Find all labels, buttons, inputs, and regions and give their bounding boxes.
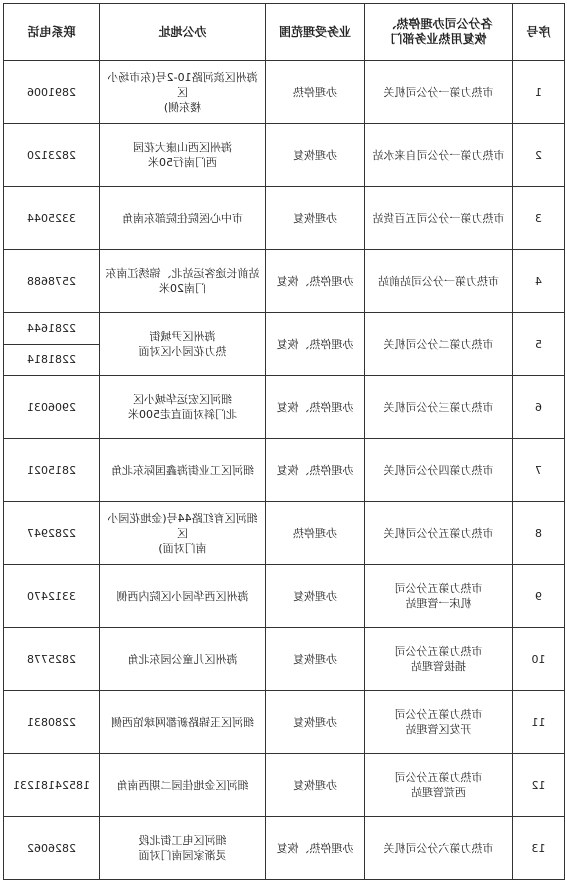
row-scope: 办理恢复 bbox=[266, 691, 365, 754]
table-row bbox=[4, 565, 565, 628]
row-address: 海州区儿童公园东北角 bbox=[100, 628, 266, 691]
row-scope: 办理停热、恢复 bbox=[266, 376, 365, 439]
table-row bbox=[4, 61, 565, 124]
table-row bbox=[4, 628, 565, 691]
row-index: 11 bbox=[513, 691, 565, 754]
table-header-row bbox=[4, 4, 565, 61]
row-scope: 办理停热、恢复 bbox=[266, 313, 365, 376]
office-contact-table bbox=[3, 3, 565, 880]
row-address: 细河区金地佳园二期西南角 bbox=[100, 754, 266, 817]
row-index: 2 bbox=[513, 124, 565, 187]
row-index: 8 bbox=[513, 502, 565, 565]
row-department: 市热力第五分公司 开发区管理站 bbox=[365, 691, 513, 754]
row-phone: 3312470 bbox=[4, 565, 100, 628]
row-index: 1 bbox=[513, 61, 565, 124]
row-address: 市中心医院住院部东南角 bbox=[100, 187, 266, 250]
row-department: 市热力第二分公司机关 bbox=[365, 313, 513, 376]
row-department: 市热力第一分公司站前站 bbox=[365, 250, 513, 313]
header-scope: 业务受理范围 bbox=[266, 4, 365, 61]
header-department: 各分公司办理停热、 恢复用热业务部门 bbox=[365, 4, 513, 61]
header-index: 序号 bbox=[513, 4, 565, 61]
row-scope: 办理恢复 bbox=[266, 124, 365, 187]
row-phone: 2815021 bbox=[4, 439, 100, 502]
header-address: 办公地址 bbox=[100, 4, 266, 61]
table-row bbox=[4, 187, 565, 250]
row-scope: 办理停热 bbox=[266, 502, 365, 565]
row-phone-1: 2281644 bbox=[4, 313, 100, 345]
row-phone: 2891006 bbox=[4, 61, 100, 124]
row-address: 细河区工业街海鑫国际东北角 bbox=[100, 439, 266, 502]
row-phone: 2578688 bbox=[4, 250, 100, 313]
table-row bbox=[4, 502, 565, 565]
row-department: 市热力第一分公司五百货站 bbox=[365, 187, 513, 250]
row-department: 市热力第五分公司机关 bbox=[365, 502, 513, 565]
row-address: 细河区玉锦路新都网球馆西侧 bbox=[100, 691, 266, 754]
row-phone: 2280831 bbox=[4, 691, 100, 754]
row-index: 3 bbox=[513, 187, 565, 250]
row-phone: 2823120 bbox=[4, 124, 100, 187]
row-index: 4 bbox=[513, 250, 565, 313]
row-scope: 办理停热、恢复 bbox=[266, 817, 365, 880]
row-index: 9 bbox=[513, 565, 565, 628]
row-phone: 2282947 bbox=[4, 502, 100, 565]
row-index: 7 bbox=[513, 439, 565, 502]
table-row bbox=[4, 691, 565, 754]
row-address: 站前长途客运站北、锦绣江南东 门南20米 bbox=[100, 250, 266, 313]
row-index: 6 bbox=[513, 376, 565, 439]
row-phone: 18524181231 bbox=[4, 754, 100, 817]
table-row bbox=[4, 817, 565, 880]
row-phone: 2906031 bbox=[4, 376, 100, 439]
row-index: 12 bbox=[513, 754, 565, 817]
row-scope: 办理停热 bbox=[266, 61, 365, 124]
row-department: 市热力第五分公司 西荒管理站 bbox=[365, 754, 513, 817]
row-department: 市热力第三分公司机关 bbox=[365, 376, 513, 439]
row-scope: 办理恢复 bbox=[266, 565, 365, 628]
table-row bbox=[4, 439, 565, 502]
row-index: 10 bbox=[513, 628, 565, 691]
row-address: 海州区滨河路10-2号(东市场小区 楼东侧) bbox=[100, 61, 266, 124]
table-row bbox=[4, 376, 565, 439]
row-scope: 办理恢复 bbox=[266, 628, 365, 691]
table-row bbox=[4, 250, 565, 313]
row-department: 市热力第一分公司机关 bbox=[365, 61, 513, 124]
row-department: 市热力第五分公司 机床一管理站 bbox=[365, 565, 513, 628]
row-department: 市热力第五分公司 插拔管理站 bbox=[365, 628, 513, 691]
row-department: 市热力第一分公司自来水站 bbox=[365, 124, 513, 187]
row-department: 市热力第四分公司机关 bbox=[365, 439, 513, 502]
row-address: 海州区西山康大花园 西门南行50米 bbox=[100, 124, 266, 187]
row-scope: 办理恢复 bbox=[266, 754, 365, 817]
table-row bbox=[4, 124, 565, 187]
row-index: 5 bbox=[513, 313, 565, 376]
row-index: 13 bbox=[513, 817, 565, 880]
row-address: 细河区宏运华城小区 北门斜对面直走500米 bbox=[100, 376, 266, 439]
row-scope: 办理恢复 bbox=[266, 187, 365, 250]
row-scope: 办理停热、恢复 bbox=[266, 439, 365, 502]
row-address: 海州区尹城街 热力花园小区对面 bbox=[100, 313, 266, 376]
row-phone: 2825778 bbox=[4, 628, 100, 691]
row-address: 海州区西华园小区院内西侧 bbox=[100, 565, 266, 628]
table-row bbox=[4, 313, 565, 345]
row-phone: 3325044 bbox=[4, 187, 100, 250]
row-phone: 2826062 bbox=[4, 817, 100, 880]
header-phone: 联系电话 bbox=[4, 4, 100, 61]
row-scope: 办理停热、恢复 bbox=[266, 250, 365, 313]
row-department: 市热力第六分公司机关 bbox=[365, 817, 513, 880]
table-row bbox=[4, 754, 565, 817]
row-phone-2: 2281814 bbox=[4, 344, 100, 376]
row-address: 细河区育红路44号(金地花园小区 南门对面) bbox=[100, 502, 266, 565]
row-address: 细河区电工街北段 灵渐家园南门对面 bbox=[100, 817, 266, 880]
